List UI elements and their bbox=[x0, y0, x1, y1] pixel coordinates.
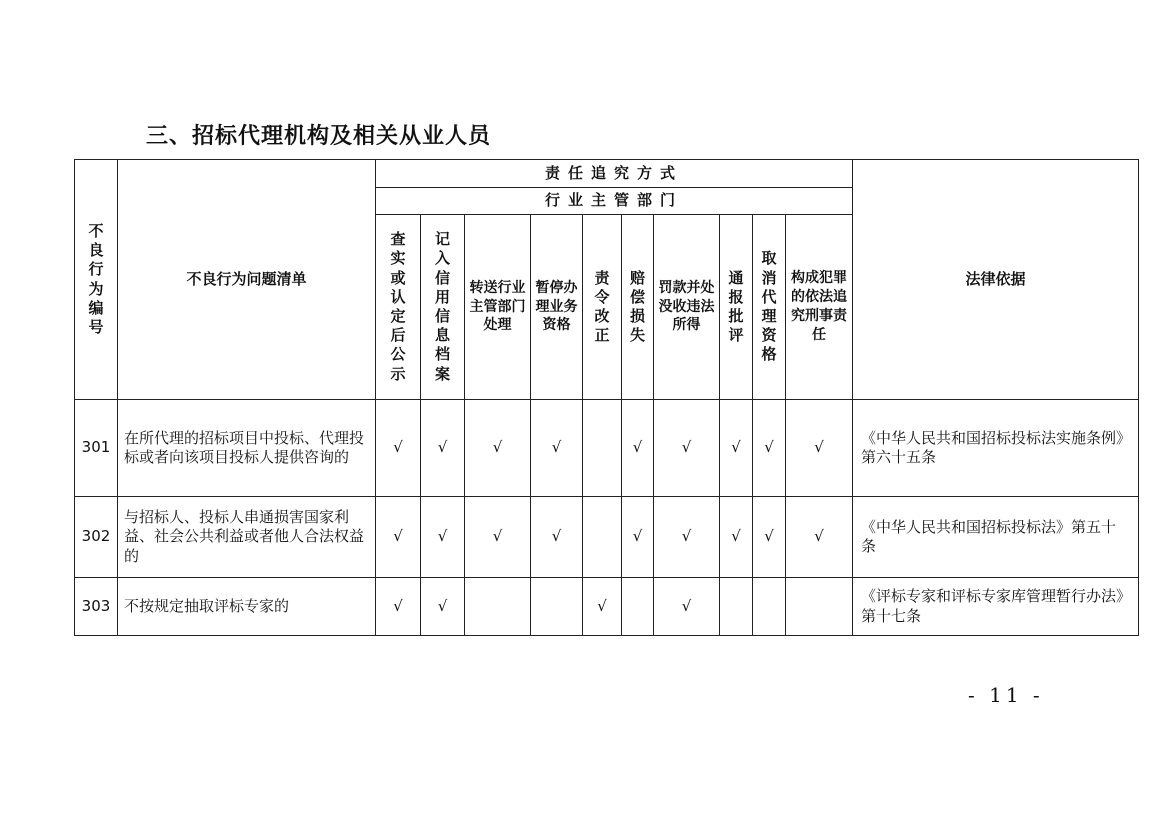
check-cell: √ bbox=[654, 497, 720, 578]
law-text: 《中华人民共和国招标投标法实施条例》第六十五条 bbox=[853, 400, 1139, 497]
issue-text: 不按规定抽取评标专家的 bbox=[118, 578, 376, 636]
check-cell: √ bbox=[720, 497, 753, 578]
section-title: 三、招标代理机构及相关从业人员 bbox=[146, 124, 492, 149]
check-cell: √ bbox=[531, 497, 583, 578]
check-cell: √ bbox=[421, 497, 465, 578]
department-header: 行业主管部门 bbox=[376, 188, 853, 215]
check-cell: √ bbox=[376, 578, 421, 636]
law-text: 《评标专家和评标专家库管理暂行办法》第十七条 bbox=[853, 578, 1139, 636]
check-cell: √ bbox=[583, 578, 622, 636]
law-header: 法律依据 bbox=[853, 160, 1139, 400]
measure-label: 赔偿损失 bbox=[630, 268, 646, 345]
table-row bbox=[75, 578, 1139, 636]
measure-header-revoke bbox=[753, 215, 786, 400]
issue-header: 不良行为问题清单 bbox=[118, 160, 376, 400]
check-cell: √ bbox=[622, 400, 654, 497]
issue-text: 在所代理的招标项目中投标、代理投标或者向该项目投标人提供咨询的 bbox=[118, 400, 376, 497]
measure-header-transfer bbox=[465, 215, 531, 400]
check-cell: √ bbox=[654, 400, 720, 497]
check-cell: √ bbox=[421, 400, 465, 497]
measure-header-credit-record bbox=[421, 215, 465, 400]
row-number-label: 不良行为编号 bbox=[88, 221, 104, 336]
law-text: 《中华人民共和国招标投标法》第五十条 bbox=[853, 497, 1139, 578]
liability-table bbox=[74, 159, 1139, 636]
check-cell: √ bbox=[753, 497, 786, 578]
check-cell: √ bbox=[786, 400, 853, 497]
measure-label: 构成犯罪的依法追究刑事责任 bbox=[790, 270, 847, 343]
measure-label: 取消代理资格 bbox=[761, 249, 777, 364]
check-cell: √ bbox=[786, 497, 853, 578]
check-cell: √ bbox=[376, 497, 421, 578]
check-cell: √ bbox=[720, 400, 753, 497]
row-id: 302 bbox=[75, 497, 118, 578]
check-cell: √ bbox=[622, 497, 654, 578]
check-cell: √ bbox=[753, 400, 786, 497]
measure-header-compensate bbox=[622, 215, 654, 400]
check-cell: √ bbox=[654, 578, 720, 636]
check-cell bbox=[583, 497, 622, 578]
row-id: 303 bbox=[75, 578, 118, 636]
table-row bbox=[75, 400, 1139, 497]
measure-label: 记入信用信息档案 bbox=[435, 230, 451, 383]
measure-header-correct bbox=[583, 215, 622, 400]
check-cell: √ bbox=[376, 400, 421, 497]
measure-label: 暂停办理业务资格 bbox=[535, 279, 578, 334]
row-id: 301 bbox=[75, 400, 118, 497]
measure-label: 查实或认定后公示 bbox=[390, 230, 406, 383]
check-cell bbox=[622, 578, 654, 636]
check-cell: √ bbox=[421, 578, 465, 636]
measure-header-fine bbox=[654, 215, 720, 400]
header-row-1 bbox=[75, 160, 1139, 188]
check-cell bbox=[465, 578, 531, 636]
measure-header-criticize bbox=[720, 215, 753, 400]
check-cell: √ bbox=[465, 497, 531, 578]
check-cell: √ bbox=[531, 400, 583, 497]
measure-label: 责令改正 bbox=[594, 268, 610, 345]
measure-label: 转送行业主管部门处理 bbox=[469, 279, 526, 334]
measure-label: 通报批评 bbox=[728, 268, 744, 345]
table-row bbox=[75, 497, 1139, 578]
issue-text: 与招标人、投标人串通损害国家利益、社会公共利益或者他人合法权益的 bbox=[118, 497, 376, 578]
check-cell bbox=[583, 400, 622, 497]
measure-header-publicize bbox=[376, 215, 421, 400]
responsibility-header: 责任追究方式 bbox=[376, 160, 853, 188]
check-cell bbox=[720, 578, 753, 636]
check-cell bbox=[786, 578, 853, 636]
row-number-header bbox=[75, 160, 118, 400]
check-cell bbox=[753, 578, 786, 636]
measure-label: 罚款并处没收违法所得 bbox=[658, 279, 715, 334]
check-cell bbox=[531, 578, 583, 636]
measure-header-suspend bbox=[531, 215, 583, 400]
check-cell: √ bbox=[465, 400, 531, 497]
page-number: - 11 - bbox=[968, 683, 1044, 707]
measure-header-criminal bbox=[786, 215, 853, 400]
